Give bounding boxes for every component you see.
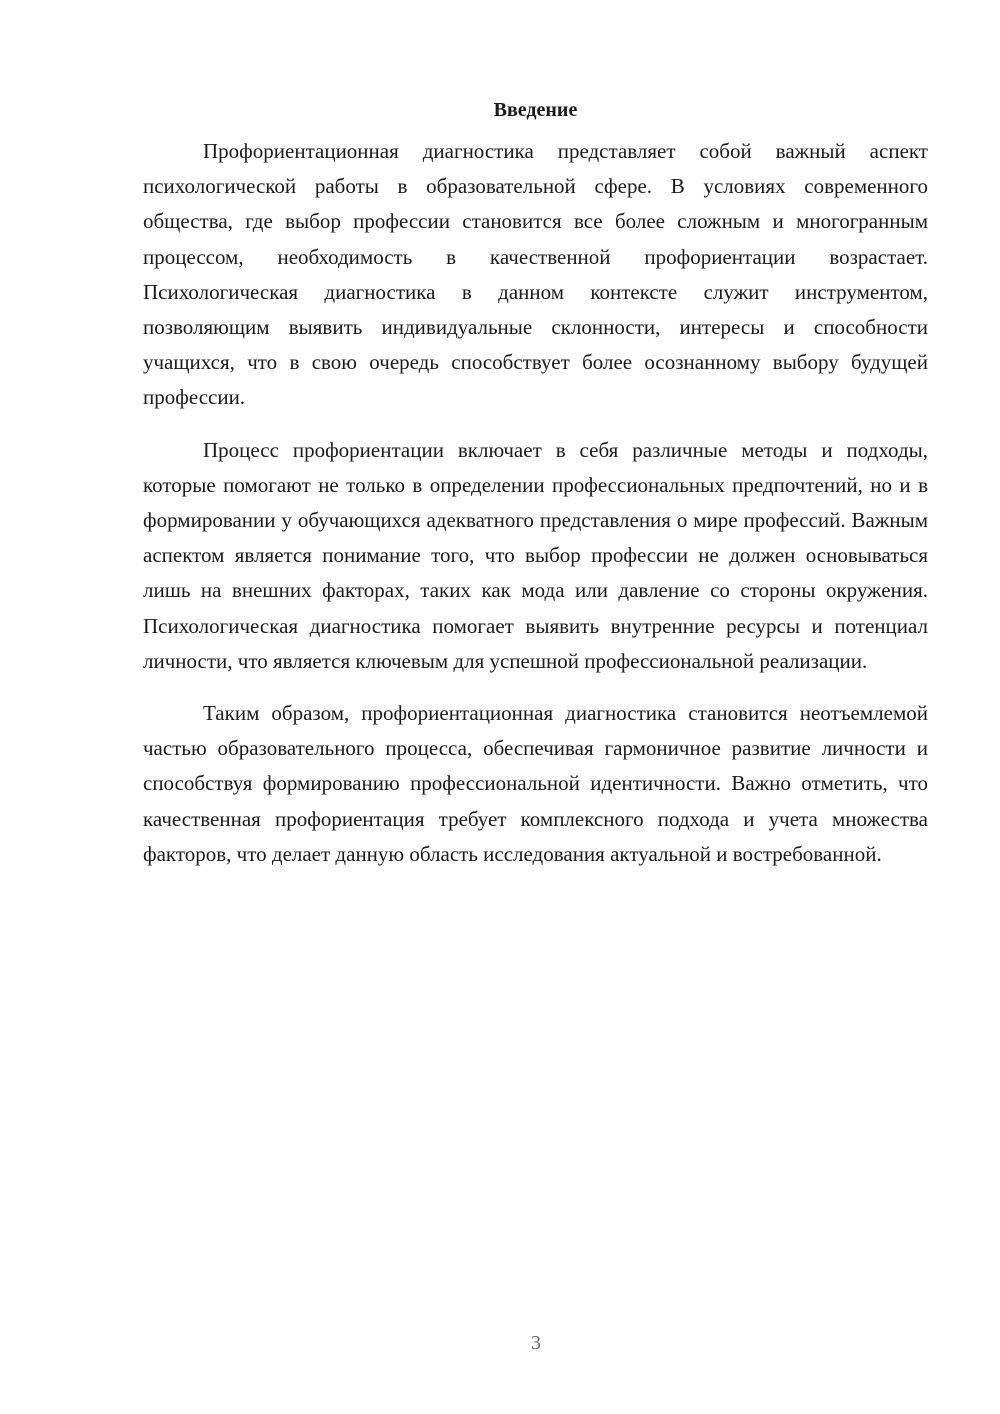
paragraph-1: Профориентационная диагностика представляет собой важный аспект психологической работы в образовательной сфере. В условиях современного общества, где выбор профессии становится все более сложным и многогранным процессом, необходимость в качественной профориентации возрастает. Психологическая диагностика в данном контексте служит инструментом, позволяющим выявить индивидуальные склонности, интересы и способности учащихся, что в свою очередь способствует более осознанному выбору будущей профессии. [143, 139, 928, 410]
section-heading: Введение [493, 99, 578, 121]
paragraph-2: Процесс профориентации включает в себя различные методы и подходы, которые помогают не только в определении профессиональных предпочтений, но и в формировании у обучающихся адекватного представления о мире профессий. Важным аспектом является понимание того, что выбор профессии не должен основываться лишь на внешних факторах, таких как мода или давление со стороны окружения. Психологическая диагностика помогает выявить внутренние ресурсы и потенциал личности, что является ключевым для успешной профессиональной реализации. [143, 437, 928, 673]
document-page [143, 92, 928, 889]
page-number: 3 [531, 1332, 541, 1354]
paragraph-3: Таким образом, профориентационная диагностика становится неотъемлемой частью образовательного процесса, обеспечивая гармоничное развитие личности и способствуя формированию профессиональной идентичности. Важно отметить, что качественная профориентация требует комплексного подхода и учета множества факторов, что делает данную область исследования актуальной и востребованной. [143, 701, 928, 866]
